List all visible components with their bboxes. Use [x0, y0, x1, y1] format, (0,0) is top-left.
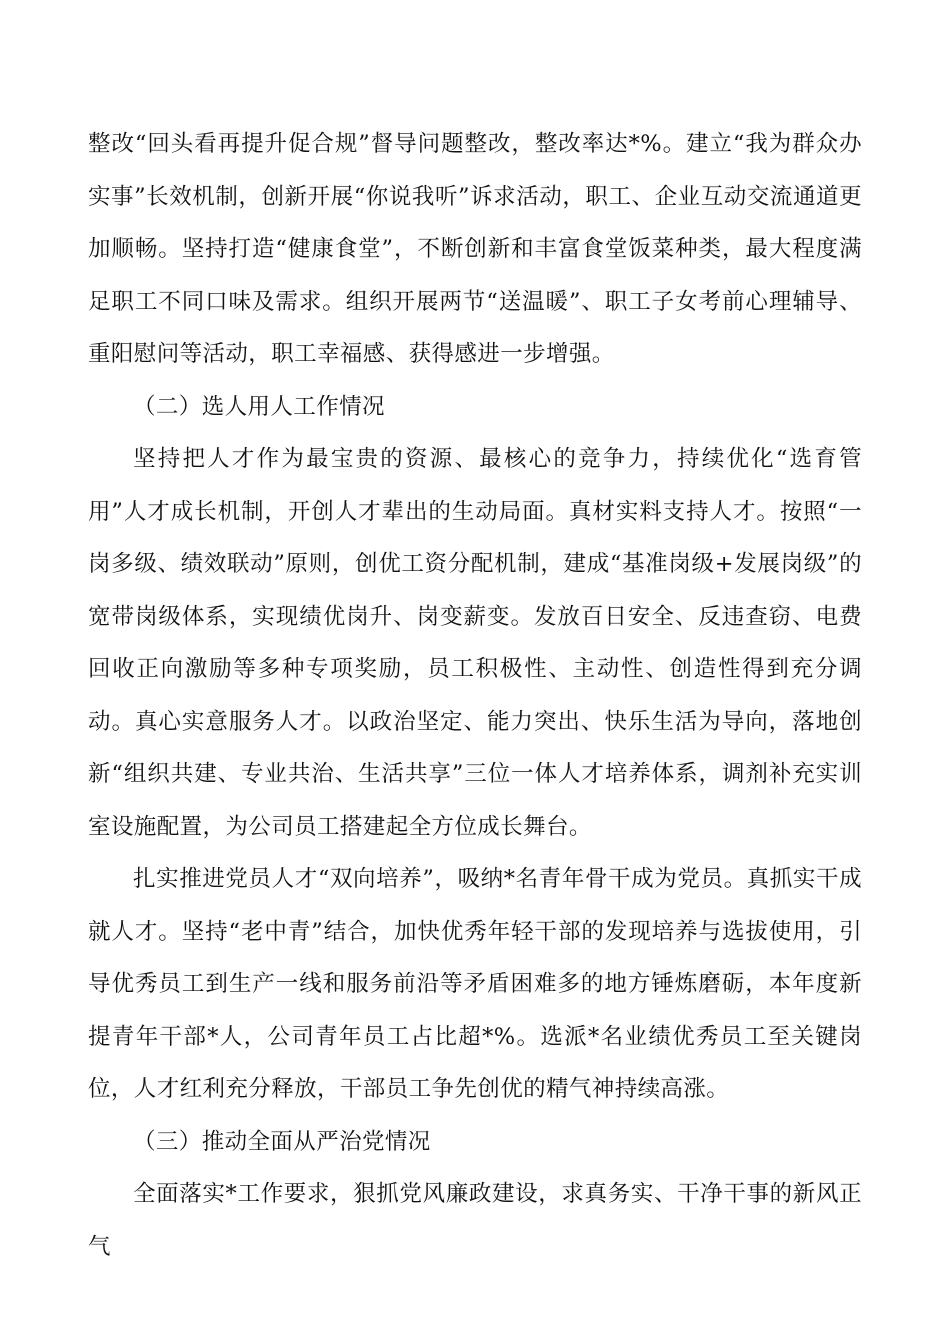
paragraph-party-governance: 全面落实*工作要求，狠抓党风廉政建设，求真务实、干净干事的新风正气 [88, 1181, 862, 1260]
section-heading-3: （三）推动全面从严治党情况 [133, 1128, 431, 1155]
document-page [88, 118, 862, 1273]
paragraph-continued: 整改“回头看再提升促合规”督导问题整改，整改率达*%。建立“我为群众办实事”长效机制，创新开展“你说我听”诉求活动，职工、企业互动交流通道更加顺畅。坚持打造“健康食堂”，不断创新和丰富食堂饭菜种类，最大程度满足职工不同口味及需求。组织开展两节“送温暖”、职工子女考前心理辅导、重阳慰问等活动，职工幸福感、获得感进一步增强。 [88, 131, 862, 367]
paragraph-party-member-training: 扎实推进党员人才“双向培养”，吸纳*名青年骨干成为党员。真抓实干成就人才。坚持“老中青”结合，加快优秀年轻干部的发现培养与选拔使用，引导优秀员工到生产一线和服务前沿等矛盾困难多的地方锤炼磨砺，本年度新提青年干部*人，公司青年员工占比超*%。选派*名业绩优秀员工至关键岗位，人才红利充分释放，干部员工争先创优的精气神持续高涨。 [88, 866, 862, 1102]
paragraph-talent-selection: 坚持把人才作为最宝贵的资源、最核心的竞争力，持续优化“选育管用”人才成长机制，开创人才辈出的生动局面。真材实料支持人才。按照“一岗多级、绩效联动”原则，创优工资分配机制，建成“基准岗级+发展岗级”的宽带岗级体系，实现绩优岗升、岗变薪变。发放百日安全、反违查窃、电费回收正向激励等多种专项奖励，员工积极性、主动性、创造性得到充分调动。真心实意服务人才。以政治坚定、能力突出、快乐生活为导向，落地创新“组织共建、专业共治、生活共享”三位一体人才培养体系，调剂补充实训室设施配置，为公司员工搭建起全方位成长舞台。 [88, 446, 862, 840]
section-heading-2: （二）选人用人工作情况 [133, 393, 385, 420]
